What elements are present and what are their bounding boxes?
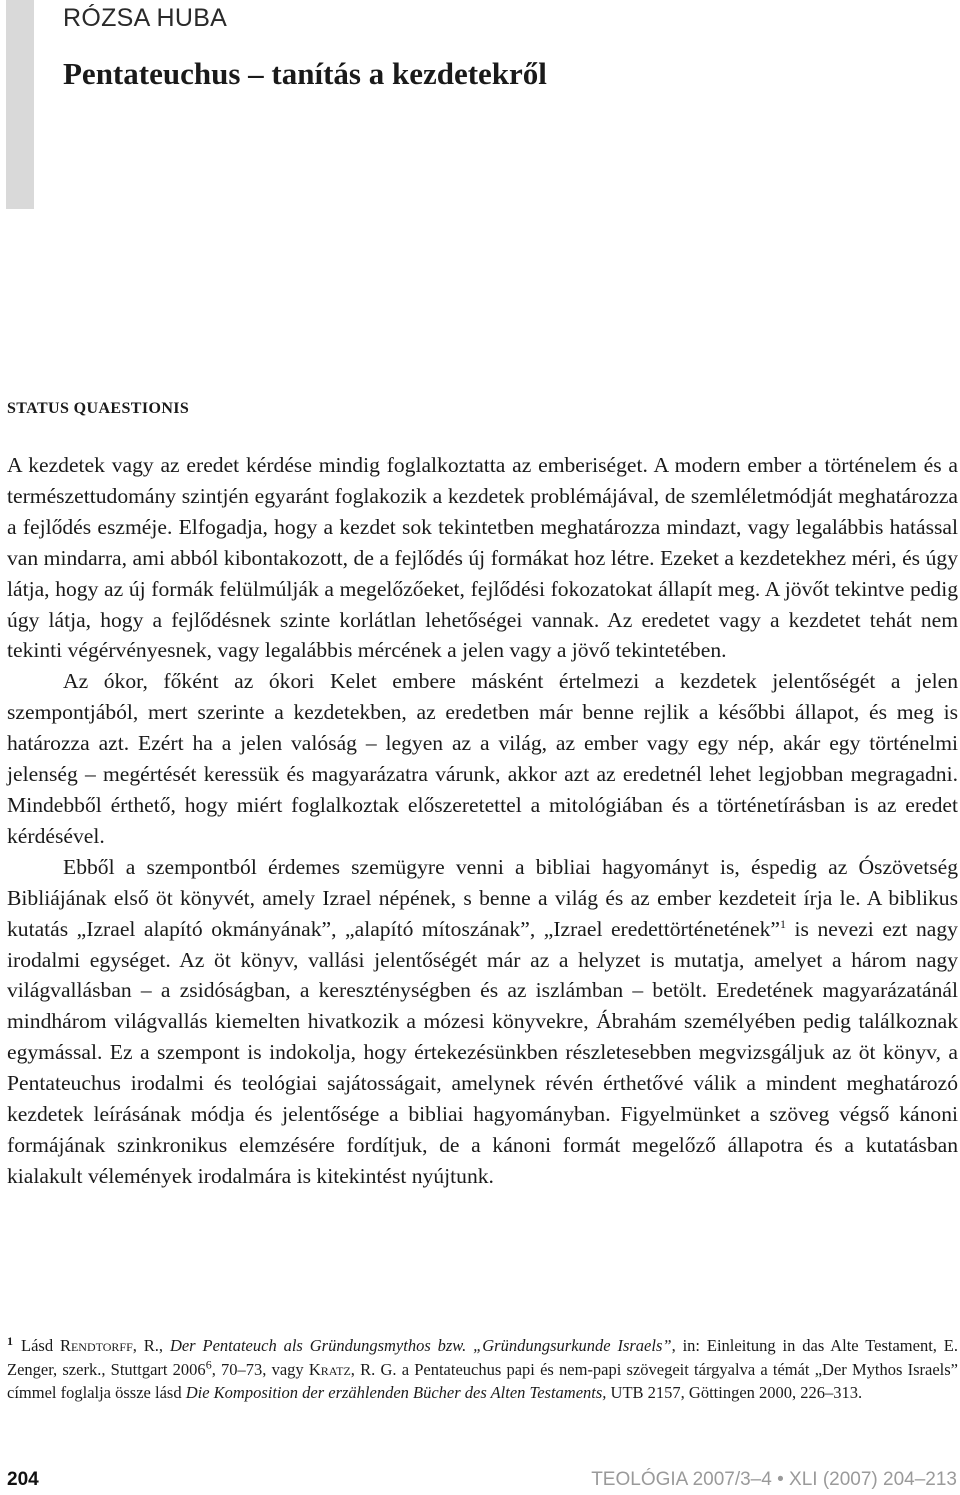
footnote-text: , in: Einleitung in das Alte Testament, E. Zenger, szerk., Stuttgart 2006 — [7, 1336, 958, 1379]
footnote-work-title: Der Pentateuch als Gründungsmythos bzw. „Gründungsurkunde Israels” — [169, 1336, 672, 1355]
decorative-sidebar-bar — [6, 0, 34, 209]
footnote-author: Rendtorff — [59, 1336, 133, 1355]
article-body — [7, 450, 958, 1192]
page-number: 204 — [7, 1469, 39, 1490]
edition-superscript: 6 — [205, 1357, 212, 1372]
paragraph-3 — [7, 852, 958, 1192]
footnote-author: Kratz — [308, 1359, 351, 1379]
section-heading: STATUS QUAESTIONIS — [7, 400, 190, 417]
footnote-text: , R., — [132, 1336, 170, 1355]
paragraph-3-part-a: Ebből a szempontból érdemes szemügyre venni a bibliai hagyományt is, éspedig az Ószövetség Bibliájának első öt könyvét, amely Izrael népének, s benne a világ és az ember kezdeteit írja le. A biblikus kutatás „Izrael alapító okmányának”, „alapító mítoszának”, „Izrael eredettörténetének” — [7, 854, 958, 941]
footnote-text: , R. G. a Pentateuchus papi és nem-papi szövegeit tárgyalva a témát „Der Mythos Israels” címmel foglalja össze lásd — [7, 1359, 958, 1403]
footnote-text: , 70–73, vagy — [211, 1359, 309, 1379]
footnote-text: UTB 2157, Göttingen 2000, 226–313. — [606, 1383, 863, 1403]
paragraph-3-part-b: is nevezi ezt nagy irodalmi egységet. Az öt könyv, vallási jelentőségét már az a helyzet is mutatja, amelyet a három nagy világvallásban – a zsidóságban, a kereszténységben és az iszlámban – betölt. Eredetének magyarázatánál mindhárom világvallás kiemelten hivatkozik a mózesi könyvekre, Ábrahám személyében pedig találkoznak egymással. Ez a szempont is indokolja, hogy értekezésünkben részletesebben megvizsgáljuk az öt könyv, a Pentateuchus irodalmi és teológiai sajátosságait, amelynek révén érthetővé válik a mindent meghatározó kezdetek leírásának módja és jelentősége a bibliai hagyományban. Figyelmünket a szöveg végső kánoni formájának szinkronikus elemzésére fordítjuk, de a kánoni formát megelőző állapotra és a kutatásban kialakult vélemények irodalmára is kitekintést nyújtunk. — [7, 916, 958, 1188]
footnote-marker: 1 — [7, 1333, 13, 1348]
author-name: RÓZSA HUBA — [63, 4, 228, 32]
paragraph-2: Az ókor, főként az ókori Kelet embere másként értelmezi a kezdetek jelentőségét a jelen szempontjából, mert szerinte a kezdetekben, az eredetben már benne rejlik a későbbi állapot, és meg is határozza azt. Ezért ha a jelen valóság – legyen az a világ, az ember vagy egy nép, akár egy történelmi jelenség – megértését keressük és magyarázatra várunk, akkor azt az eredetnél lehet legjobban megragadni. Mindebből érthető, hogy miért foglalkoztak előszeretettel a mitológiában és a történetírásban is az eredet kérdésével. — [7, 669, 958, 848]
article-title: Pentateuchus – tanítás a kezdetekről — [63, 56, 547, 91]
footnote-text: Lásd — [21, 1336, 60, 1355]
journal-footer: TEOLÓGIA 2007/3–4 • XLI (2007) 204–213 — [591, 1469, 957, 1490]
paragraph-1: A kezdetek vagy az eredet kérdése mindig foglalkoztatta az emberiséget. A modern ember a történelem és a természettudomány szintjén egyaránt foglakozik a kezdetek problémájával, de szemléletmódját meghatározza a fejlődés eszméje. Elfogadja, hogy a kezdet sok tekintetben meghatározza mindazt, vagy legalábbis hatással van mindarra, ami abból kibontakozott, de a fejlődés új formákat hoz létre. Ezeket a kezdetekhez méri, és úgy látja, hogy az új formák felülmúlják a megelőzőeket, fejlődési fokozatokat állapít meg. A jövőt tekintve pedig úgy látja, hogy a fejlődésnek szinte korlátlan lehetőségei vannak. Az eredetet vagy a kezdetet tehát nem tekinti végérvényesnek, vagy legalábbis mércének a jelen vagy a jövő tekintetében. — [7, 453, 958, 663]
footnote — [7, 1334, 958, 1405]
footnote-reference[interactable]: 1 — [780, 916, 787, 931]
footnote-work-title: Die Komposition der erzählenden Bücher des Alten Testaments, — [185, 1383, 607, 1403]
